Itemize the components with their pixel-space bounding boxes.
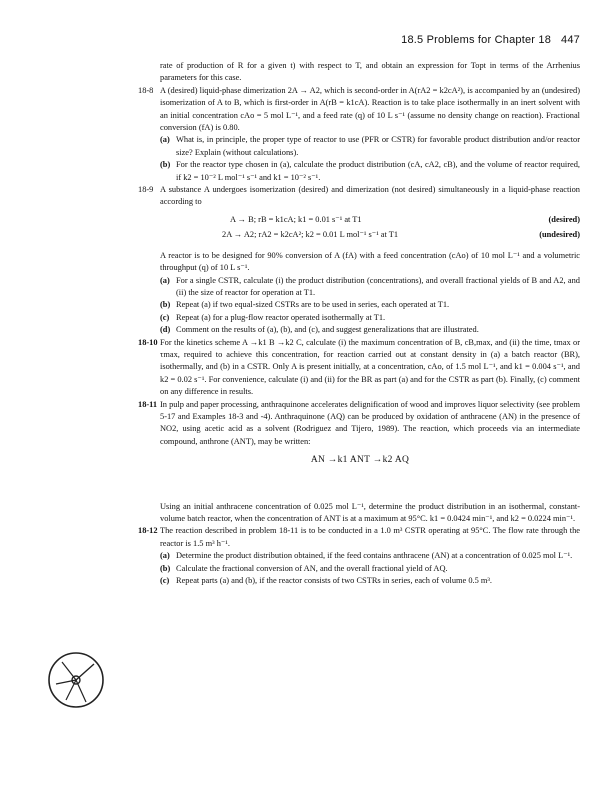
list-item: [160, 324, 580, 336]
item-label: (b): [160, 563, 171, 573]
problem-18-10: [138, 337, 580, 399]
paragraph: rate of production of R for a given t) with respect to T, and obtain an expression for Topt in terms of the Arrhenius parameters for this case.: [160, 61, 580, 83]
list-item: [160, 134, 580, 159]
list-item: [160, 563, 580, 575]
list-item: [160, 312, 580, 324]
item-label: (a): [160, 551, 170, 561]
equation: A → B; rB = k1cA; k1 = 0.01 s⁻¹ at T1: [230, 214, 362, 224]
paragraph: For the kinetics scheme A →k1 B →k2 C, calculate (i) the maximum concentration of B, cB,max, and (ii) the time, tmax or τmax, required to achieve this concentration, for reaction carried out at constant density in (a) a batch reactor (BR), isothermally, and (b) in a CSTR. Only A is present initially, at a concentration, cAo, of 1.5 mol L⁻¹, and k1 = 0.004 s⁻¹, and k2 = 0.02 s⁻¹. For convenience, calculate (i) and (ii) for the BR as part (a) and for the CSTR as part (b). Finally, (c) comment on any difference in results.: [160, 337, 580, 397]
problem-number: 18-12: [138, 526, 158, 536]
running-header: [401, 34, 580, 46]
problem-18-8: [138, 85, 580, 184]
item-text: For a single CSTR, calculate (i) the product distribution (concentrations), and overall fractional yields of B and A2, and (ii) the size of reactor for operation at T1.: [176, 275, 580, 297]
problem-number: 18-8: [138, 85, 154, 95]
paragraph: A substance A undergoes isomerization (desired) and dimerization (not desired) simultaneously in a liquid-phase reaction according to: [160, 185, 580, 207]
problem-number: 18-10: [138, 337, 158, 347]
item-label: (c): [160, 312, 170, 322]
equation-row: [160, 214, 580, 226]
problem-text: [138, 60, 581, 587]
item-label: (a): [160, 275, 170, 285]
equation-row: [160, 229, 580, 241]
list-item: [160, 299, 580, 311]
list-item: [160, 575, 580, 587]
equation-tag: (undesired): [539, 230, 580, 240]
computer-disk-icon: [46, 650, 106, 710]
item-label: (c): [160, 576, 170, 586]
list-item: [160, 550, 580, 562]
item-label: (d): [160, 325, 171, 335]
item-text: Repeat (a) for a plug-flow reactor operated isothermally at T1.: [176, 312, 386, 322]
page-number: 447: [561, 34, 580, 46]
problem-18-12: [138, 525, 580, 587]
item-label: (a): [160, 135, 170, 145]
problem-18-11: [138, 399, 581, 526]
item-text: Calculate the fractional conversion of AN, and the overall fractional yield of AQ.: [176, 563, 448, 573]
paragraph: The reaction described in problem 18-11 is to be conducted in a 1.0 m³ CSTR operating at 95°C. The flow rate through the reactor is 1.5 m³ h⁻¹.: [160, 526, 580, 548]
paragraph: A (desired) liquid-phase dimerization 2A → A2, which is second-order in A(rA2 = k2cA²), is accompanied by an (undesired) isomerization of A to B, which is first-order in A(rB = k1cA). Reaction is to take place isothermally in an inert solvent with an initial concentration cAo = 5 mol L⁻¹, and a feed rate (q) of 10 L s⁻¹ (assume no density change on reaction). Fractional conversion (fA) is 0.80.: [160, 85, 580, 133]
paragraph: Using an initial anthracene concentration of 0.025 mol L⁻¹, determine the product distribution in an isothermal, constant-volume batch reactor, when the concentration of ANT is at a maximum at 95°C. k1 = 0.0424 min⁻¹, and k2 = 0.0224 min⁻¹.: [160, 501, 580, 523]
paragraph: In pulp and paper processing, anthraquinone accelerates delignification of wood and improves liquor selectivity (see problem 5-17 and Examples 18-3 and -4). Anthraquinone (AQ) can be produced by oxidation of anthracene (AN) in the presence of NO2, using acetic acid as a solvent (Rodriguez and Tijero, 1989). The reaction, which proceeds via an intermediate compound, anthrone (ANT), may be written:: [160, 399, 581, 446]
problem-number: 18-9: [138, 185, 154, 195]
problem-18-9: [138, 184, 580, 336]
item-text: Repeat parts (a) and (b), if the reactor consists of two CSTRs in series, each of volume 0.5 m³.: [176, 576, 493, 586]
item-label: (b): [160, 300, 171, 310]
list-item: [160, 275, 580, 300]
problem-18-7-continuation: [160, 60, 580, 85]
item-text: For the reactor type chosen in (a), calculate the product distribution (cA, cA2, cB), and the volume of reactor required, if k2 = 10⁻² L mol⁻¹ s⁻¹ and k1 = 10⁻² s⁻¹.: [176, 160, 580, 182]
problem-number: 18-11: [138, 399, 158, 409]
list-item: [160, 159, 580, 184]
reaction-scheme: AN →k1 ANT →k2 AQ: [310, 455, 410, 466]
item-text: Comment on the results of (a), (b), and (c), and suggest generalizations that are illustrated.: [176, 325, 479, 335]
equation: 2A → A2; rA2 = k2cA²; k2 = 0.01 L mol⁻¹ s⁻¹ at T1: [222, 230, 399, 240]
item-text: Repeat (a) if two equal-sized CSTRs are to be used in series, each operated at T1.: [176, 300, 450, 310]
item-label: (b): [160, 160, 171, 170]
item-text: What is, in principle, the proper type of reactor to use (PFR or CSTR) for favorable product distribution and/or reactor size? Explain (without calculations).: [176, 135, 580, 157]
paragraph: A reactor is to be designed for 90% conversion of A (fA) with a feed concentration (cAo) of 10 mol L⁻¹ and a volumetric throughput (q) of 10 L s⁻¹.: [160, 250, 580, 273]
item-text: Determine the product distribution obtained, if the feed contains anthracene (AN) at a concentration of 0.025 mol L⁻¹.: [176, 551, 573, 561]
equation-tag: (desired): [548, 214, 580, 224]
section-title: 18.5 Problems for Chapter 18: [401, 34, 552, 46]
